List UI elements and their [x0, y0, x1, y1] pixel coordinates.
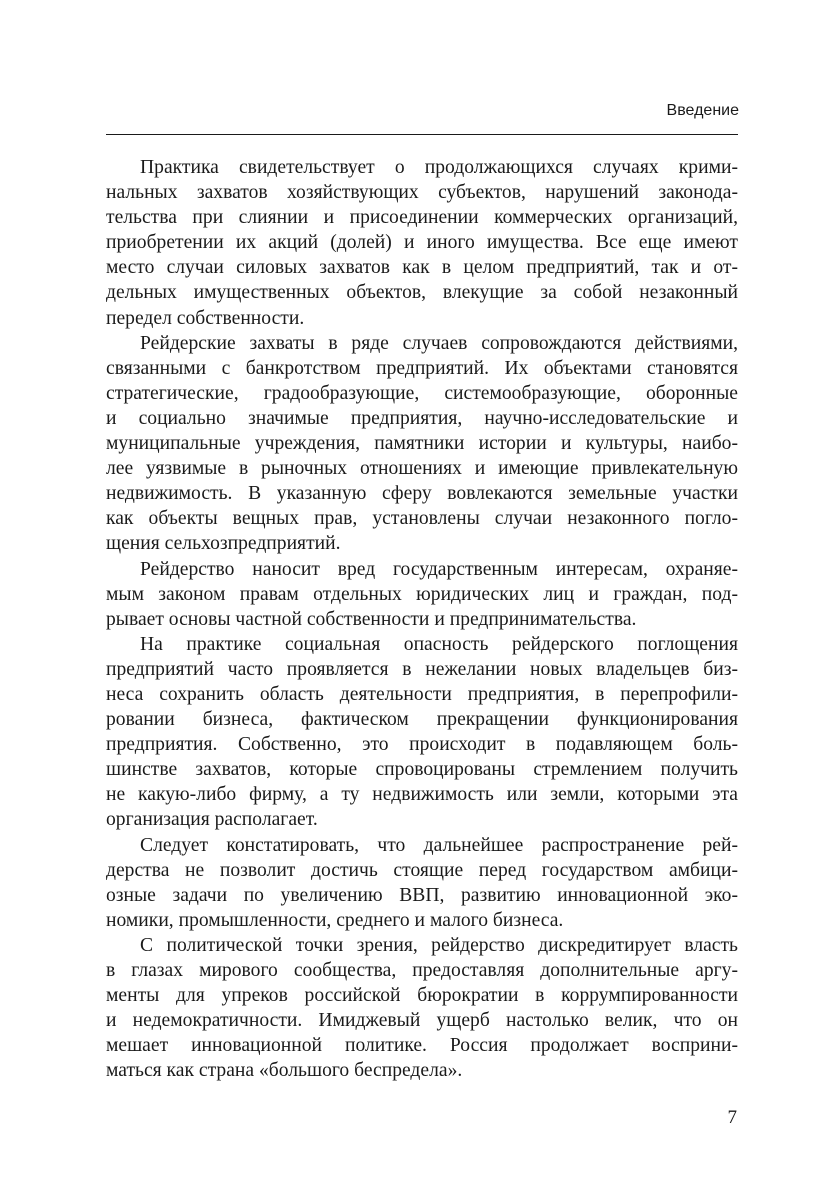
text-line: С политической точки зрения, рейдерство дискредитирует власть — [140, 934, 738, 956]
text-line: Рейдерство наносит вред государственным интересам, охраняе- — [140, 558, 738, 580]
text-line: как объекты вещных прав, установлены случаи незаконного погло- — [106, 508, 738, 530]
text-line: дельных имущественных объектов, влекущие за собой незаконный — [106, 282, 738, 304]
text-line: связанными с банкротством предприятий. Их объектами становятся — [106, 357, 738, 379]
text-line: и недемократичности. Имиджевый ущерб настолько велик, что он — [106, 1010, 738, 1032]
page-number: 7 — [727, 1107, 737, 1128]
text-line: организация располагает. — [106, 809, 318, 831]
text-line: Следует констатировать, что дальнейшее распространение рей- — [140, 834, 738, 856]
text-line: мешает инновационной политике. Россия продолжает восприни- — [106, 1035, 738, 1057]
paragraph — [106, 557, 738, 632]
text-line: озные задачи по увеличению ВВП, развитию инновационной эко- — [106, 884, 738, 906]
text-line: дерства не позволит достичь стоящие перед государством амбици- — [106, 859, 738, 881]
paragraph — [106, 632, 738, 833]
text-line: номики, промышленности, среднего и малого бизнеса. — [106, 909, 564, 931]
text-line: предприятия. Собственно, это происходит в подавляющем боль- — [106, 734, 738, 756]
running-head: Введение — [666, 102, 739, 119]
text-line: На практике социальная опасность рейдерского поглощения — [140, 633, 738, 655]
text-line: приобретении их акций (долей) и иного имущества. Все еще имеют — [106, 232, 738, 254]
text-line: ровании бизнеса, фактическом прекращении функционирования — [106, 709, 738, 731]
paragraph — [106, 833, 738, 933]
text-line: мым законом правам отдельных юридических лиц и граждан, под- — [106, 583, 738, 605]
text-line: менты для упреков российской бюрократии в коррумпированности — [106, 985, 738, 1007]
text-line: стратегические, градообразующие, системообразующие, оборонные — [106, 382, 738, 404]
text-line: тельства при слиянии и присоединении коммерческих организаций, — [106, 207, 738, 229]
text-line: недвижимость. В указанную сферу вовлекаются земельные участки — [106, 483, 738, 505]
text-line: рывает основы частной собственности и предпринимательства. — [106, 608, 637, 630]
text-line: и социально значимые предприятия, научно-исследовательские и — [106, 407, 738, 429]
text-line: лее уязвимые в рыночных отношениях и имеющие привлекательную — [106, 458, 738, 480]
text-line: не какую-либо фирму, а ту недвижимость или земли, которыми эта — [106, 784, 738, 806]
text-line: Рейдерские захваты в ряде случаев сопровождаются действиями, — [140, 332, 738, 354]
text-line: нальных захватов хозяйствующих субъектов, нарушений законода- — [106, 182, 738, 204]
body-text — [106, 155, 738, 1083]
text-line: маться как страна «большого беспредела». — [106, 1060, 463, 1082]
text-line: место случаи силовых захватов как в целом предприятий, так и от- — [106, 257, 738, 279]
paragraph — [106, 933, 738, 1084]
text-line: предприятий часто проявляется в нежелании новых владельцев биз- — [106, 658, 738, 680]
text-line: в глазах мирового сообщества, предоставляя дополнительные аргу- — [106, 960, 738, 981]
text-line: неса сохранить область деятельности предприятия, в перепрофили- — [106, 683, 738, 705]
paragraph — [106, 331, 738, 557]
text-line: шинстве захватов, которые спровоцированы стремлением получить — [106, 759, 738, 781]
text-line: муниципальные учреждения, памятники истории и культуры, наибо- — [106, 433, 738, 455]
text-line: Практика свидетельствует о продолжающихся случаях крими- — [140, 157, 738, 178]
text-line: передел собственности. — [106, 307, 305, 329]
paragraph — [106, 155, 738, 331]
text-line: щения сельхозпредприятий. — [106, 533, 341, 555]
header-rule — [106, 134, 738, 135]
